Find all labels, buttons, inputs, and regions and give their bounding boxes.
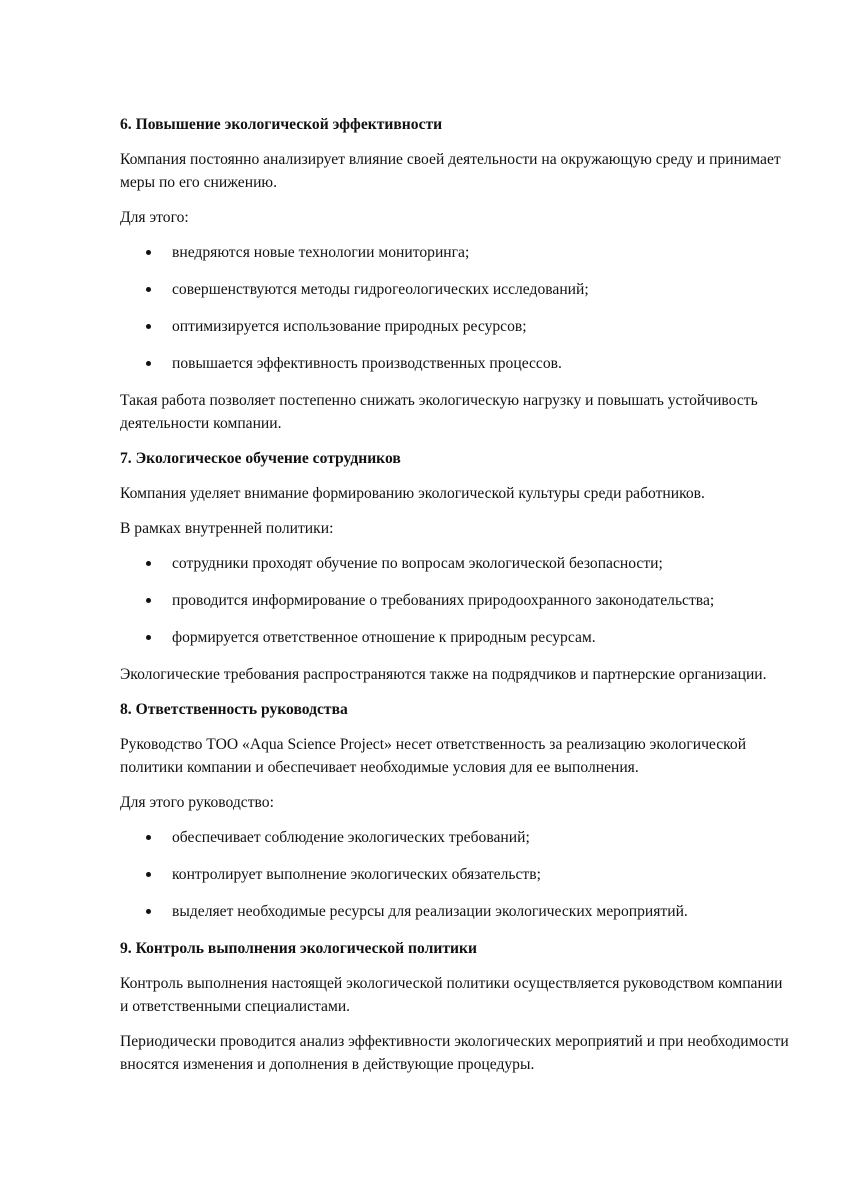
paragraph: В рамках внутренней политики: [120, 520, 334, 537]
list-item: сотрудники проходят обучение по вопросам экологической безопасности; [120, 552, 790, 575]
section-8 [120, 698, 790, 923]
bullet-icon [146, 250, 151, 255]
list-item: внедряются новые технологии мониторинга; [120, 241, 790, 264]
bullet-list [120, 241, 790, 375]
list-item: совершенствуются методы гидрогеологических исследований; [120, 278, 790, 301]
list-item: обеспечивает соблюдение экологических требований; [120, 826, 790, 849]
bullet-icon [146, 324, 151, 329]
list-item: оптимизируется использование природных ресурсов; [120, 315, 790, 338]
list-item: формируется ответственное отношение к природным ресурсам. [120, 626, 790, 649]
list-item: контролирует выполнение экологических обязательств; [120, 863, 790, 886]
section-7 [120, 447, 790, 686]
list-item: выделяет необходимые ресурсы для реализации экологических мероприятий. [120, 900, 790, 923]
paragraph: Такая работа позволяет постепенно снижать экологическую нагрузку и повышать устойчивость деятельности компании. [120, 392, 758, 432]
list-item: повышается эффективность производственных процессов. [120, 352, 790, 375]
paragraph: Компания постоянно анализирует влияние своей деятельности на окружающую среду и принимает меры по его снижению. [120, 151, 781, 191]
section-heading: 7. Экологическое обучение сотрудников [120, 450, 401, 467]
bullet-icon [146, 909, 151, 914]
section-6 [120, 113, 790, 435]
section-heading: 6. Повышение экологической эффективности [120, 116, 443, 133]
bullet-icon [146, 561, 151, 566]
bullet-icon [146, 635, 151, 640]
paragraph: Для этого руководство: [120, 794, 274, 811]
paragraph: Контроль выполнения настоящей экологической политики осуществляется руководством компании и ответственными специалистами. [120, 975, 783, 1015]
section-heading: 8. Ответственность руководства [120, 701, 348, 718]
bullet-icon [146, 287, 151, 292]
paragraph: Периодически проводится анализ эффективности экологических мероприятий и при необходимости вносятся изменения и дополнения в действующие процедуры. [120, 1033, 789, 1073]
bullet-list [120, 552, 790, 649]
bullet-icon [146, 361, 151, 366]
paragraph: Для этого: [120, 209, 189, 226]
bullet-icon [146, 872, 151, 877]
paragraph: Компания уделяет внимание формированию экологической культуры среди работников. [120, 485, 705, 502]
paragraph: Руководство ТОО «Aqua Science Project» несет ответственность за реализацию экологической политики компании и обеспечивает необходимые условия для ее выполнения. [120, 736, 747, 776]
bullet-list [120, 826, 790, 923]
list-item: проводится информирование о требованиях природоохранного законодательства; [120, 589, 790, 612]
document-page [120, 113, 790, 1088]
paragraph: Экологические требования распространяются также на подрядчиков и партнерские организации. [120, 666, 767, 683]
bullet-icon [146, 598, 151, 603]
section-9 [120, 937, 790, 1076]
section-heading: 9. Контроль выполнения экологической политики [120, 940, 477, 957]
bullet-icon [146, 835, 151, 840]
